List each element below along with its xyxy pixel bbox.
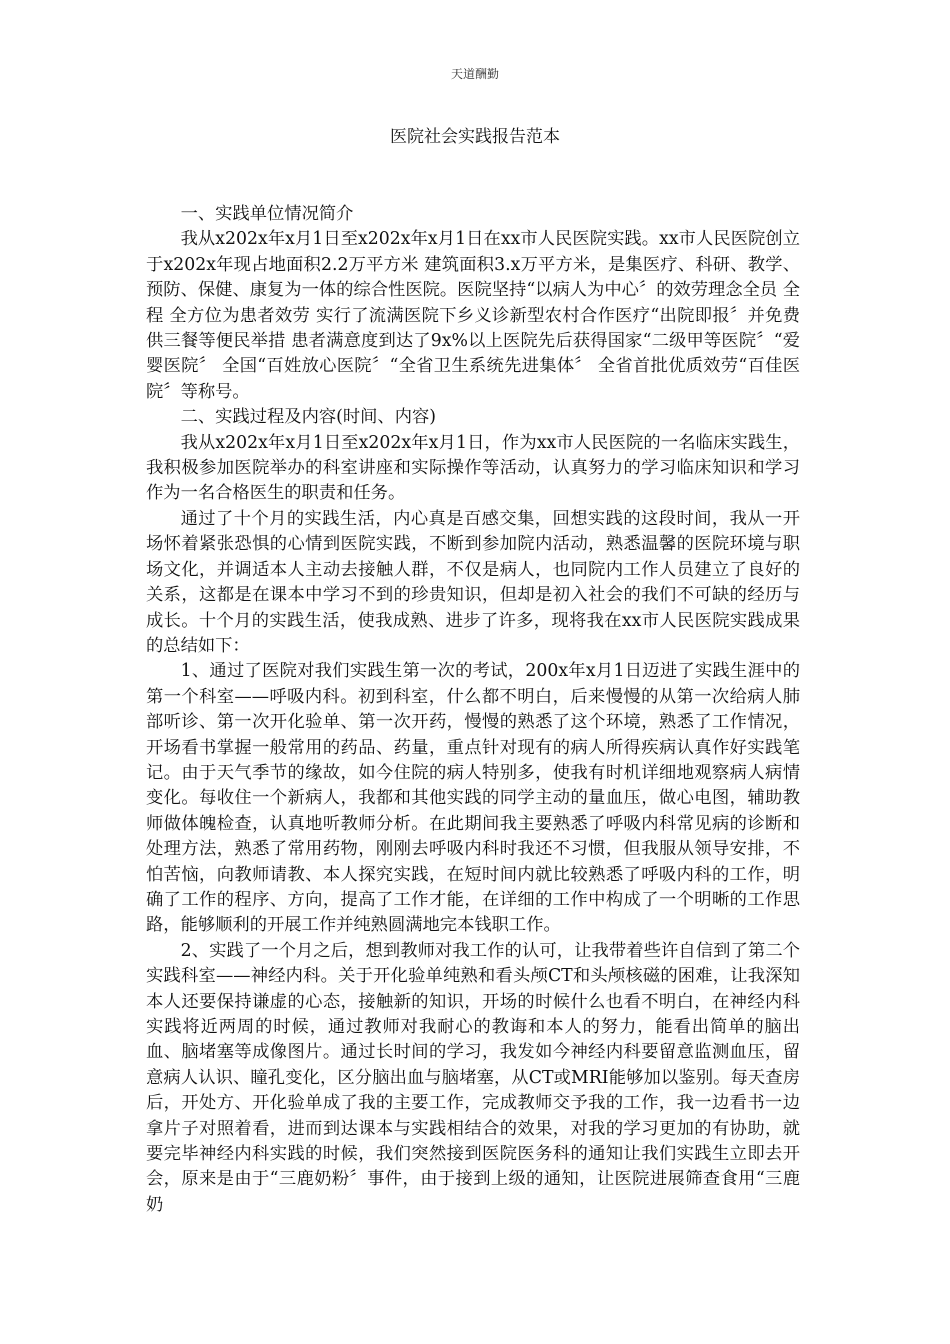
paragraph: 我从x202x年x月1日至x202x年x月1日在xx市人民医院实践。xx市人民医院创立于x202x年现占地面积2.2万平方米 建筑面积3.x万平方米，是集医疗、科研、教学、预防、保健、康复为一体的综合性医院。医院坚持“以病人为中心〞的效劳理念全员 全程 全方位为患者效劳 实行了流满医院下乡义诊新型农村合作医疗“出院即报〞并免费供三餐等便民举措 患者满意度到达了9x%以上医院先后获得国家“二级甲等医院〞“爱婴医院〞 全国“百姓放心医院〞“全省卫生系统先进集体〞 全省首批优质效劳“百佳医院〞等称号。 bbox=[146, 229, 800, 402]
page-header: 天道酬勤 bbox=[450, 67, 499, 81]
section-heading-2: 二、实践过程及内容(时间、内容) bbox=[180, 407, 437, 428]
paragraph: 1、通过了医院对我们实践生第一次的考试，200x年x月1日迈进了实践生涯中的第一个科室——呼吸内科。初到科室，什么都不明白，后来慢慢的从第一次给病人肺部听诊、第一次开化验单、第一次开药，慢慢的熟悉了这个环境，熟悉了工作情况，开场看书掌握一般常用的药品、药量，重点针对现有的病人所得疾病认真作好实践笔记。由于天气季节的缘故，如今住院的病人特别多，使我有时机详细地观察病人病情变化。每收住一个新病人，我都和其他实践的同学主动的量血压，做心电图，辅助教师做体魄检查，认真地听教师分析。在此期间我主要熟悉了呼吸内科常见病的诊断和处理方法，熟悉了常用药物，刚刚去呼吸内科时我还不习惯，但我服从领导安排，不怕苦恼，向教师请教、本人探究实践，在短时间内就比较熟悉了呼吸内科的工作，明确了工作的程序、方向，提高了工作才能，在详细的工作中构成了一个明晰的工作思路，能够顺利的开展工作并纯熟圆满地完本钱职工作。 bbox=[146, 661, 800, 936]
document-title: 医院社会实践报告范本 bbox=[390, 127, 560, 147]
section-heading-1: 一、实践单位情况简介 bbox=[180, 204, 354, 224]
paragraph: 2、实践了一个月之后，想到教师对我工作的认可，让我带着些许自信到了第二个实践科室——神经内科。关于开化验单纯熟和看头颅CT和头颅核磁的困难，让我深知本人还要保持谦虚的心态，接触新的知识，开场的时候什么也看不明白，在神经内科实践将近两周的时候，通过教师对我耐心的教诲和本人的努力，能看出简单的脑出血、脑堵塞等成像图片。通过长时间的学习，我发如今神经内科要留意监测血压，留意病人认识、瞳孔变化，区分脑出血与脑堵塞，从CT或MRI能够加以鉴别。每天查房后，开处方、开化验单成了我的主要工作，完成教师交予我的工作，我一边看书一边拿片子对照着看，进而到达课本与实践相结合的效果，对我的学习更加的有协助，就要完毕神经内科实践的时候，我们突然接到医院医务科的通知让我们实践生立即去开会，原来是由于“三鹿奶粉〞事件，由于接到上级的通知，让医院进展筛查食用“三鹿奶 bbox=[146, 940, 800, 1215]
paragraph: 通过了十个月的实践生活，内心真是百感交集，回想实践的这段时间，我从一开场怀着紧张恐惧的心情到医院实践，不断到参加院内活动，熟悉温馨的医院环境与职场文化，并调适本人主动去接触人群，不仅是病人，也同院内工作人员建立了良好的关系，这都是在课本中学习不到的珍贵知识，但却是初入社会的我们不可缺的经历与成长。十个月的实践生活，使我成熟、进步了许多，现将我在xx市人民医院实践成果的总结如下： bbox=[146, 508, 800, 656]
paragraph: 我从x202x年x月1日至x202x年x月1日，作为xx市人民医院的一名临床实践生，我积极参加医院举办的科室讲座和实际操作等活动，认真努力的学习临床知识和学习作为一名合格医生的职责和任务。 bbox=[146, 432, 800, 504]
document-body bbox=[146, 202, 800, 1218]
